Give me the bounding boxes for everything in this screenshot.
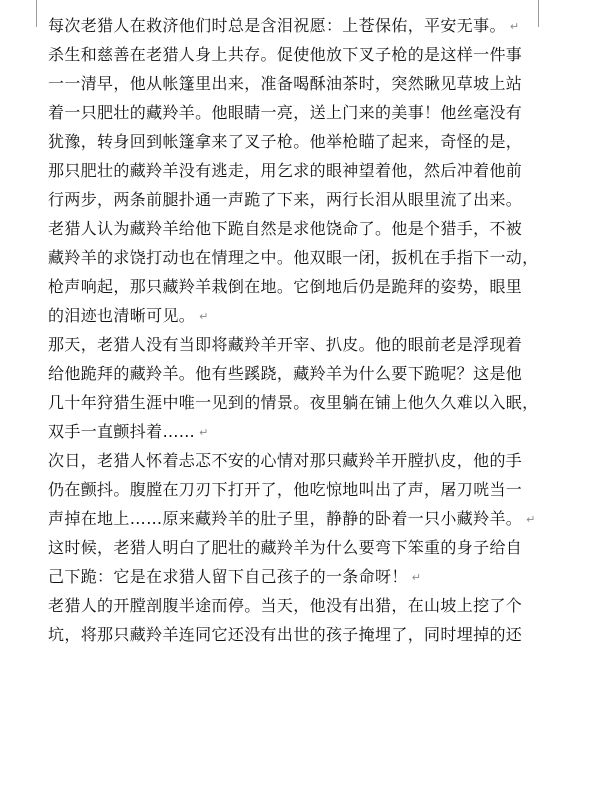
- line-text: 仍在颤抖。腹膛在刀刃下打开了，他吃惊地叫出了声，屠刀咣当一: [48, 480, 523, 499]
- text-line: [48, 11, 528, 40]
- text-line: [48, 562, 528, 591]
- text-line: [48, 388, 539, 417]
- paragraph-mark-icon: ↵: [199, 426, 209, 439]
- text-line: [48, 591, 528, 620]
- line-text: 杀生和慈善在老猎人身上共存。促使他放下叉子枪的是这样一件事: [48, 45, 523, 64]
- document-body[interactable]: [48, 11, 539, 649]
- text-line: [48, 359, 528, 388]
- text-line: [48, 504, 536, 533]
- left-margin-marker: [36, 0, 37, 27]
- line-text: 那只肥壮的藏羚羊没有逃走，用乞求的眼神望着他，然后冲着他前: [48, 161, 523, 180]
- line-text: 那天，老猎人没有当即将藏羚羊开宰、扒皮。他的眼前老是浮现着: [48, 335, 523, 354]
- text-line: [48, 243, 539, 272]
- line-text: 坑，将那只藏羚羊连同它还没有出世的孩子掩埋了，同时埋掉的还: [48, 625, 523, 644]
- line-text: 犹豫，转身回到帐篷拿来了叉子枪。他举枪瞄了起来，奇怪的是，: [48, 132, 523, 151]
- text-line: [48, 417, 528, 446]
- line-text: 次日，老猎人怀着忐忑不安的心情对那只藏羚羊开膛扒皮，他的手: [48, 451, 523, 470]
- text-line: [48, 69, 528, 98]
- line-text: 一一清早，他从帐篷里出来，准备喝酥油茶时，突然瞅见草坡上站: [48, 74, 523, 93]
- paragraph-mark-icon: ↵: [199, 310, 209, 323]
- line-text: 老猎人的开膛剖腹半途而停。当天，他没有出猎，在山坡上挖了个: [48, 596, 523, 615]
- line-text: 藏羚羊的求饶打动也在情理之中。他双眼一闭，扳机在手指下一动，: [48, 248, 539, 267]
- right-margin-marker: [538, 0, 539, 27]
- text-line: [48, 475, 528, 504]
- text-line: [48, 156, 528, 185]
- line-text: 行两步，两条前腿扑通一声跪了下来，两行长泪从眼里流了出来。: [48, 190, 523, 209]
- paragraph-mark-icon: ↵: [526, 513, 536, 526]
- line-text: 声掉在地上……原来藏羚羊的肚子里，静静的卧着一只小藏羚羊。: [48, 509, 523, 528]
- line-text: 的泪迹也清晰可见。: [48, 306, 196, 325]
- line-text: 老猎人认为藏羚羊给他下跪自然是求他饶命了。他是个猎手，不被: [48, 219, 523, 238]
- text-line: [48, 185, 528, 214]
- line-text: 这时候，老猎人明白了肥壮的藏羚羊为什么要弯下笨重的身子给自: [48, 538, 523, 557]
- line-text: 己下跪：它是在求猎人留下自己孩子的一条命呀！: [48, 567, 408, 586]
- line-text: 枪声响起，那只藏羚羊栽倒在地。它倒地后仍是跪拜的姿势，眼里: [48, 277, 523, 296]
- text-line: [48, 272, 528, 301]
- text-line: [48, 620, 528, 649]
- text-line: [48, 127, 528, 156]
- text-line: [48, 533, 528, 562]
- line-text: 几十年狩猎生涯中唯一见到的情景。夜里躺在铺上他久久难以入眠，: [48, 393, 539, 412]
- paragraph-mark-icon: ↵: [509, 20, 520, 33]
- text-line: [48, 40, 528, 69]
- text-line: [48, 98, 528, 127]
- text-line: [48, 301, 528, 330]
- text-line: [48, 330, 528, 359]
- text-line: [48, 446, 528, 475]
- line-text: 每次老猎人在救济他们时总是含泪祝愿：上苍保佑，平安无事。: [48, 16, 506, 35]
- line-text: 着一只肥壮的藏羚羊。他眼睛一亮，送上门来的美事！他丝毫没有: [48, 103, 523, 122]
- line-text: 双手一直颤抖着……: [48, 422, 196, 441]
- line-text: 给他跪拜的藏羚羊。他有些蹊跷，藏羚羊为什么要下跪呢？这是他: [48, 364, 523, 383]
- paragraph-mark-icon: ↵: [411, 571, 422, 584]
- text-line: [48, 214, 528, 243]
